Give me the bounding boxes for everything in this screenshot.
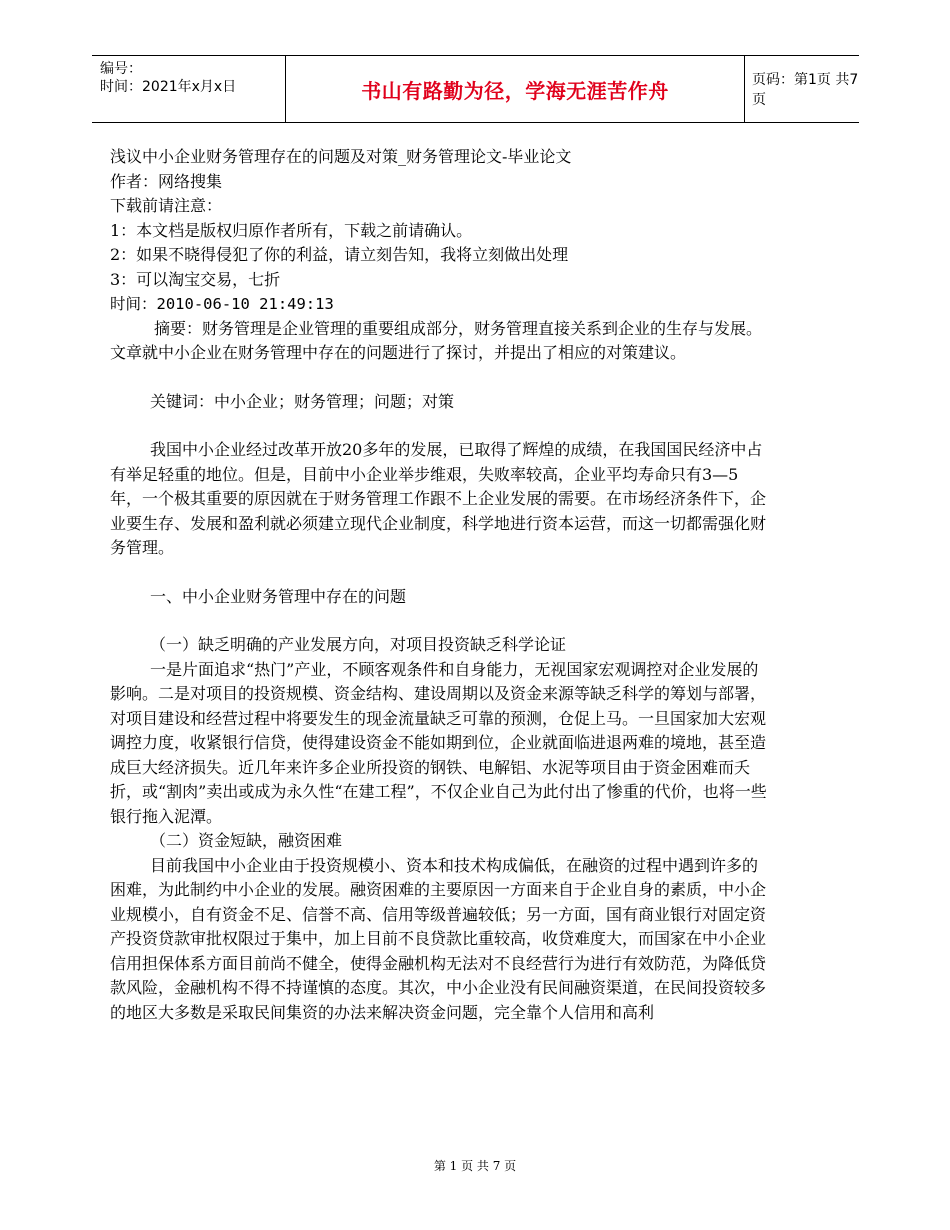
notice-item: 1：本文档是版权归原作者所有，下载之前请确认。 bbox=[110, 220, 473, 240]
header-page-info: 页码：第1页 共7页 bbox=[752, 72, 859, 108]
document-title: 浅议中小企业财务管理存在的问题及对策_财务管理论文-毕业论文 bbox=[110, 147, 572, 166]
keywords: 关键词：中小企业；财务管理；问题；对策 bbox=[150, 391, 455, 411]
page-header bbox=[92, 55, 859, 123]
date-label: 时间：2021年x月x日 bbox=[100, 79, 237, 95]
subsection-heading: （二）资金短缺，融资困难 bbox=[150, 831, 343, 850]
document-body bbox=[110, 145, 770, 1025]
section-heading: 一、中小企业财务管理中存在的问题 bbox=[150, 586, 407, 606]
abstract: 摘要：财务管理是企业管理的重要组成部分，财务管理直接关系到企业的生存与发展。文章就中小企业在财务管理中存在的问题进行了探讨，并提出了相应的对策建议。 bbox=[110, 318, 763, 362]
header-motto: 书山有路勤为径，学海无涯苦作舟 bbox=[285, 56, 745, 122]
body-paragraph: 目前我国中小企业由于投资规模小、资本和技术构成偏低，在融资的过程中遇到许多的困难，为此制约中小企业的发展。融资困难的主要原因一方面来自于企业自身的素质，中小企业规模小，自有资金不足、信誉不高、信用等级普遍较低；另一方面，国有商业银行对固定资产投资贷款审批权限过于集中，加上目前不良贷款比重较高，收贷难度大，而国家在中小企业信用担保体系方面目前尚不健全，使得金融机构无法对不良经营行为进行有效防范，为降低贷款风险，金融机构不得不持谨慎的态度。其次，中小企业没有民间融资渠道，在民间投资较多的地区大多数是采取民间集资的办法来解决资金问题，完全靠个人信用和高利 bbox=[110, 855, 767, 1022]
intro-paragraph: 我国中小企业经过改革开放20多年的发展，已取得了辉煌的成绩，在我国国民经济中占有举足轻重的地位。但是，目前中小企业举步维艰，失败率较高，企业平均寿命只有3—5年，一个极其重要的原因就在于财务管理工作跟不上企业发展的需要。在市场经济条件下，企业要生存、发展和盈利就必须建立现代企业制度，科学地进行资本运营，而这一切都需强化财务管理。 bbox=[110, 440, 767, 557]
document-number-label: 编号： bbox=[100, 61, 142, 77]
subsection-heading: （一）缺乏明确的产业发展方向，对项目投资缺乏科学论证 bbox=[150, 635, 567, 654]
body-paragraph: 一是片面追求“热门”产业，不顾客观条件和自身能力，无视国家宏观调控对企业发展的影响。二是对项目的投资规模、资金结构、建设周期以及资金来源等缺乏科学的筹划与部署，对项目建设和经营过程中将要发生的现金流量缺乏可靠的预测，仓促上马。一旦国家加大宏观调控力度，收紧银行信贷，使得建设资金不能如期到位，企业就面临进退两难的境地，甚至造成巨大经济损失。近几年来许多企业所投资的钢铁、电解铝、水泥等项目由于资金困难而夭折，或“割肉”卖出或成为永久性“在建工程”，不仅企业自己为此付出了惨重的代价，也将一些银行拖入泥潭。 bbox=[110, 659, 767, 826]
notice-item: 3：可以淘宝交易，七折 bbox=[110, 269, 281, 289]
publish-time: 时间：2010-06-10 21:49:13 bbox=[110, 295, 334, 313]
page-footer: 第 1 页 共 7 页 bbox=[433, 1159, 517, 1173]
header-left-cell bbox=[92, 56, 285, 122]
notice-heading: 下载前请注意： bbox=[110, 196, 223, 215]
author-line: 作者：网络搜集 bbox=[110, 171, 223, 191]
notice-item: 2：如果不晓得侵犯了你的利益，请立刻告知，我将立刻做出处理 bbox=[110, 245, 569, 264]
